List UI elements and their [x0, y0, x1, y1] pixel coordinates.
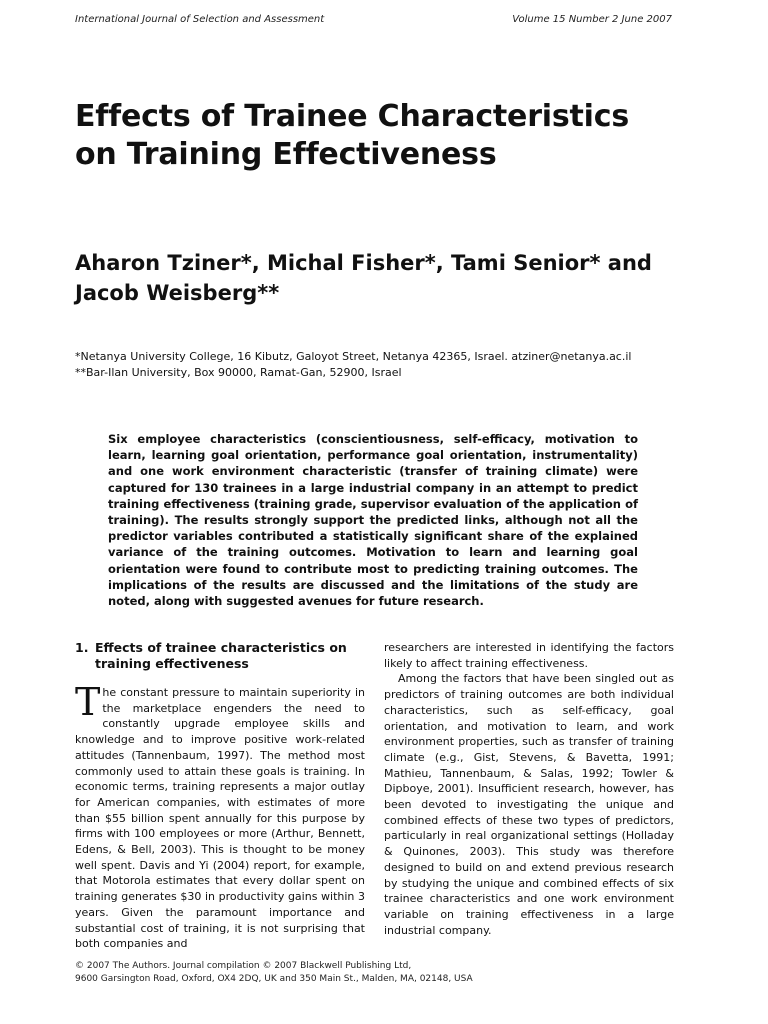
section-title: Effects of trainee characteristics on training effectiveness: [95, 640, 347, 671]
section-heading: [75, 640, 365, 672]
body-paragraph-continued: researchers are interested in identifying the factors likely to affect training effectiveness.: [384, 641, 674, 670]
affiliation-2: **Bar-Ilan University, Box 90000, Ramat-Gan, 52900, Israel: [75, 366, 402, 379]
paragraph-text: he constant pressure to maintain superiority in the marketplace engenders the need to constantly upgrade employee skills and knowledge and to improve positive work-related attitudes (Tannenbaum, 1997). The method most commonly used to attain these goals is training. In economic terms, training represents a major outlay for American companies, with estimates of more than $55 billion spent annually for this purpose by firms with 100 employees or more (Arthur, Bennett, Edens, & Bell, 2003). This is thought to be money well spent. Davis and Yi (2004) report, for example, that Motorola estimates that every dollar spent on training generates $30 in productivity gains within 3 years. Given the paramount importance and substantial cost of training, it is not surprising that both companies and: [75, 686, 365, 951]
drop-cap: T: [75, 680, 101, 724]
abstract: Six employee characteristics (conscientiousness, self-efficacy, motivation to learn, learning goal orientation, performance goal orientation, instrumentality) and one work environment characteristic (transfer of training climate) were captured for 130 trainees in a large industrial company in an attempt to predict training effectiveness (training grade, supervisor evaluation of the application of training). The results strongly support the predicted links, although not all the predictor variables contributed a statistically significant share of the explained variance of the training outcomes. Motivation to learn and learning goal orientation were found to contribute most to predicting training outcomes. The implications of the results are discussed and the limitations of the study are noted, along with suggested avenues for future research.: [108, 432, 638, 609]
journal-name: International Journal of Selection and Assessment: [75, 14, 325, 25]
section-number: 1.: [75, 640, 89, 655]
publisher-address: 9600 Garsington Road, Oxford, OX4 2DQ, UK and 350 Main St., Malden, MA, 02148, USA: [75, 973, 473, 984]
body-column-right: [384, 640, 674, 938]
copyright-footer: [75, 960, 695, 985]
body-paragraph: [75, 680, 365, 952]
article-title: Effects of Trainee Characteristics on Training Effectiveness: [75, 99, 629, 172]
author-list: Aharon Tziner*, Michal Fisher*, Tami Senior* and Jacob Weisberg**: [75, 251, 652, 305]
copyright-line: © 2007 The Authors. Journal compilation © 2007 Blackwell Publishing Ltd,: [75, 961, 412, 971]
affiliations: [75, 349, 695, 381]
body-paragraph: Among the factors that have been singled out as predictors of training outcomes are both individual characteristics, such as self-efficacy, goal orientation, and motivation to learn, and work environment properties, such as transfer of training climate (e.g., Gist, Stevens, & Bavetta, 1991; Mathieu, Tannenbaum, & Salas, 1992; Towler & Dipboye, 2001). Insufficient research, however, has been devoted to investigating the unique and combined effects of these two types of predictors, particularly in real organizational settings (Holladay & Quinones, 2003). This study was therefore designed to build on and extend previous research by studying the unique and combined effects of six trainee characteristics and one work environment variable on training effectiveness in a large industrial company.: [384, 672, 674, 937]
body-column-left: [75, 640, 365, 952]
volume-info: Volume 15 Number 2 June 2007: [512, 14, 672, 25]
affiliation-1: *Netanya University College, 16 Kibutz, Galoyot Street, Netanya 42365, Israel. atziner@netanya.ac.il: [75, 350, 632, 363]
